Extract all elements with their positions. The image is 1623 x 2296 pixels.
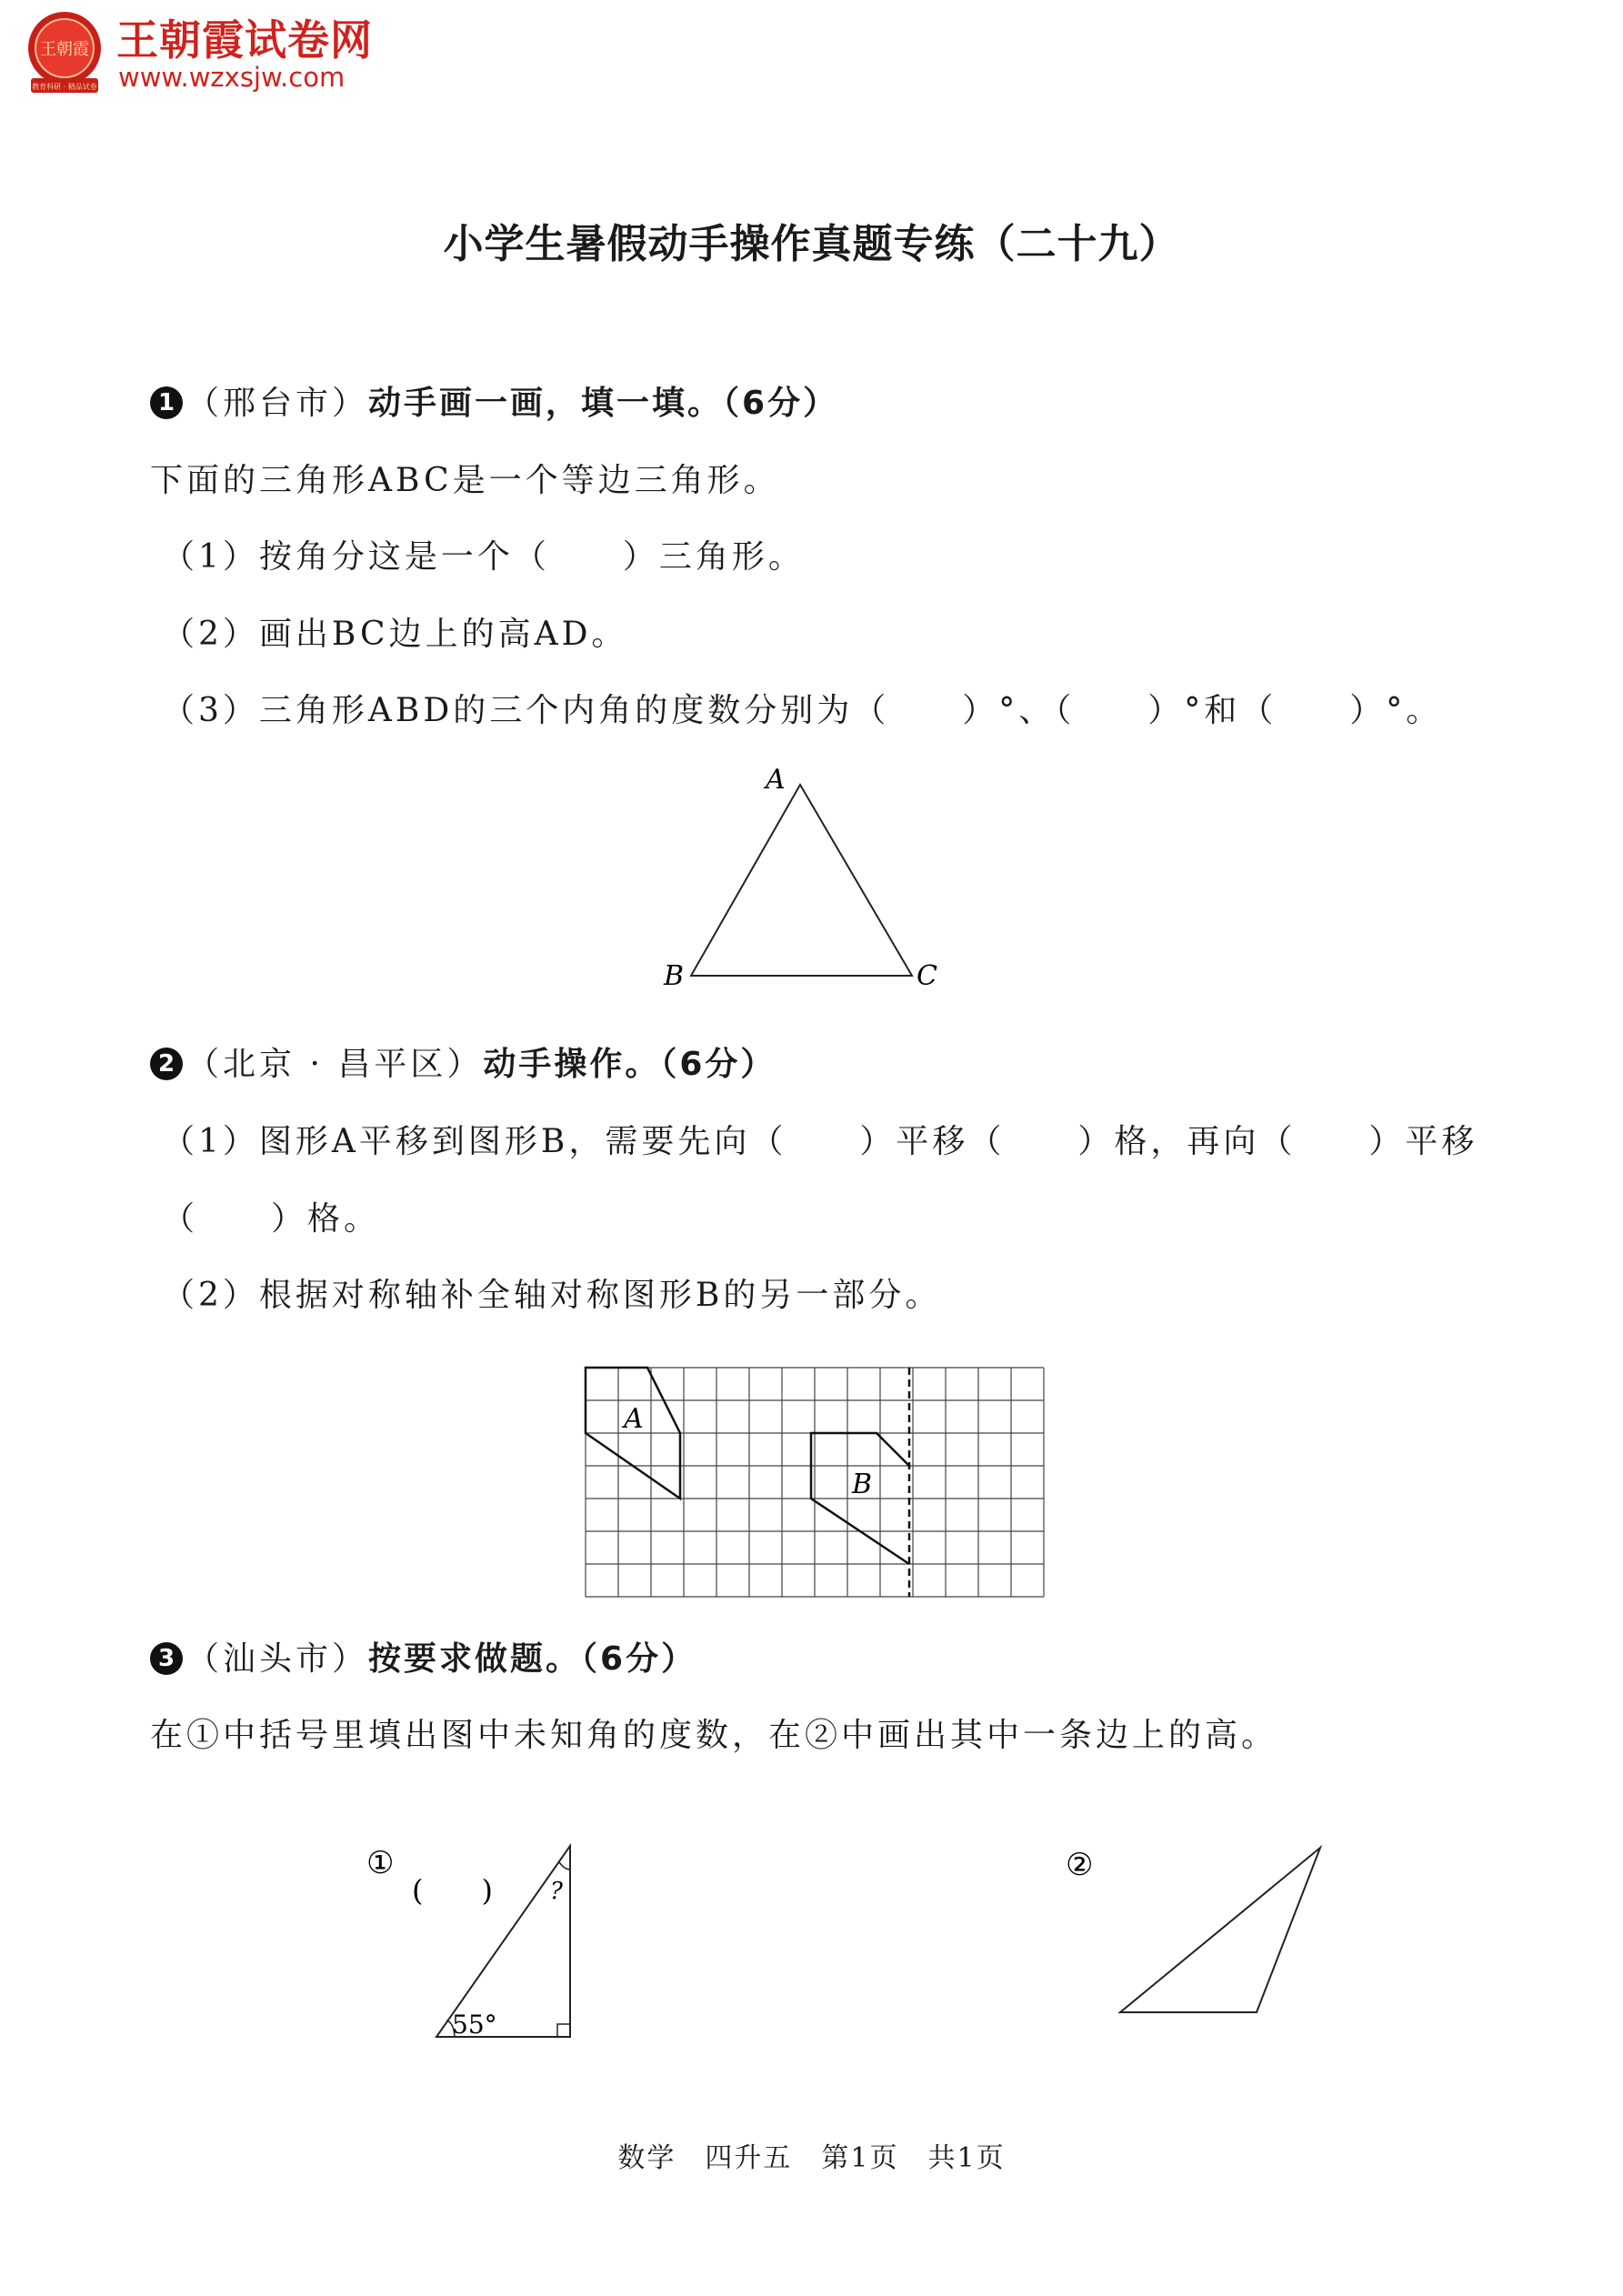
seal-text: 王朝霞 [40, 40, 89, 59]
shape-label-b: B [852, 1469, 873, 1500]
q1-triangle-figure [636, 759, 964, 996]
figure-2-marker: ② [1066, 1847, 1094, 1883]
vertex-label-a: A [766, 764, 786, 796]
q2-item-1: （1）图形A平移到图形B，需要先向（ ）平移（ ）格，再向（ ）平移 [162, 1123, 1478, 1160]
q1-item-2: （2）画出BC边上的高AD。 [162, 616, 628, 653]
q1-item-3: （3）三角形ABD的三个内角的度数分别为（ ）°、（ ）°和（ ）°。 [162, 692, 1443, 729]
q1-source: （邢台市） [186, 385, 369, 422]
q1-heading: 动手画一画，填一填。（6分） [368, 385, 839, 422]
seal-icon [24, 7, 105, 98]
grid [586, 1368, 1044, 1597]
q3-number: 3 [150, 1642, 183, 1675]
unknown-angle-blank: ( ) [412, 1873, 493, 1908]
q2-heading: 动手操作。（6分） [483, 1046, 776, 1083]
top-angle-arc [559, 1862, 570, 1870]
q3-figure-1 [359, 1828, 596, 2046]
q2-header [150, 1038, 776, 1085]
vertex-label-c: C [917, 960, 937, 992]
q2-source: （北京 · 昌平区） [186, 1046, 484, 1083]
site-url[interactable]: www.wzxsjw.com [118, 62, 346, 93]
seal-ribbon: 教育科研 · 精品试卷 [32, 83, 97, 91]
obtuse-triangle [1120, 1848, 1320, 2012]
vertex-label-b: B [664, 960, 685, 992]
figure-1-marker: ① [366, 1845, 395, 1881]
right-angle-mark [557, 2024, 570, 2037]
q3-intro: 在①中括号里填出图中未知角的度数，在②中画出其中一条边上的高。 [150, 1717, 1278, 1754]
q3-header [150, 1633, 696, 1679]
q2-item-1-cont: （ ）格。 [162, 1200, 381, 1238]
q2-grid-figure [582, 1364, 1046, 1600]
unknown-angle-label: ? [550, 1878, 563, 1905]
site-name: 王朝霞试卷网 [116, 15, 373, 65]
q1-intro: 下面的三角形ABC是一个等边三角形。 [150, 462, 780, 499]
triangle-abc [691, 785, 912, 976]
q3-source: （汕头市） [186, 1640, 369, 1678]
base-angle-label: 55° [452, 2010, 497, 2040]
shape-label-a: A [624, 1403, 644, 1435]
q1-header [150, 377, 838, 424]
q1-number: 1 [150, 386, 183, 419]
page-title: 小学生暑假动手操作真题专练（二十九） [443, 221, 1180, 267]
q3-figure-2 [1055, 1828, 1346, 2028]
q3-heading: 按要求做题。（6分） [368, 1640, 697, 1678]
site-logo [24, 7, 406, 103]
q2-number: 2 [150, 1048, 183, 1080]
q1-item-1: （1）按角分这是一个（ ）三角形。 [162, 538, 805, 576]
page-footer: 数学 四升五 第1页 共1页 [617, 2142, 1006, 2174]
q2-item-2: （2）根据对称轴补全轴对称图形B的另一部分。 [162, 1277, 942, 1314]
